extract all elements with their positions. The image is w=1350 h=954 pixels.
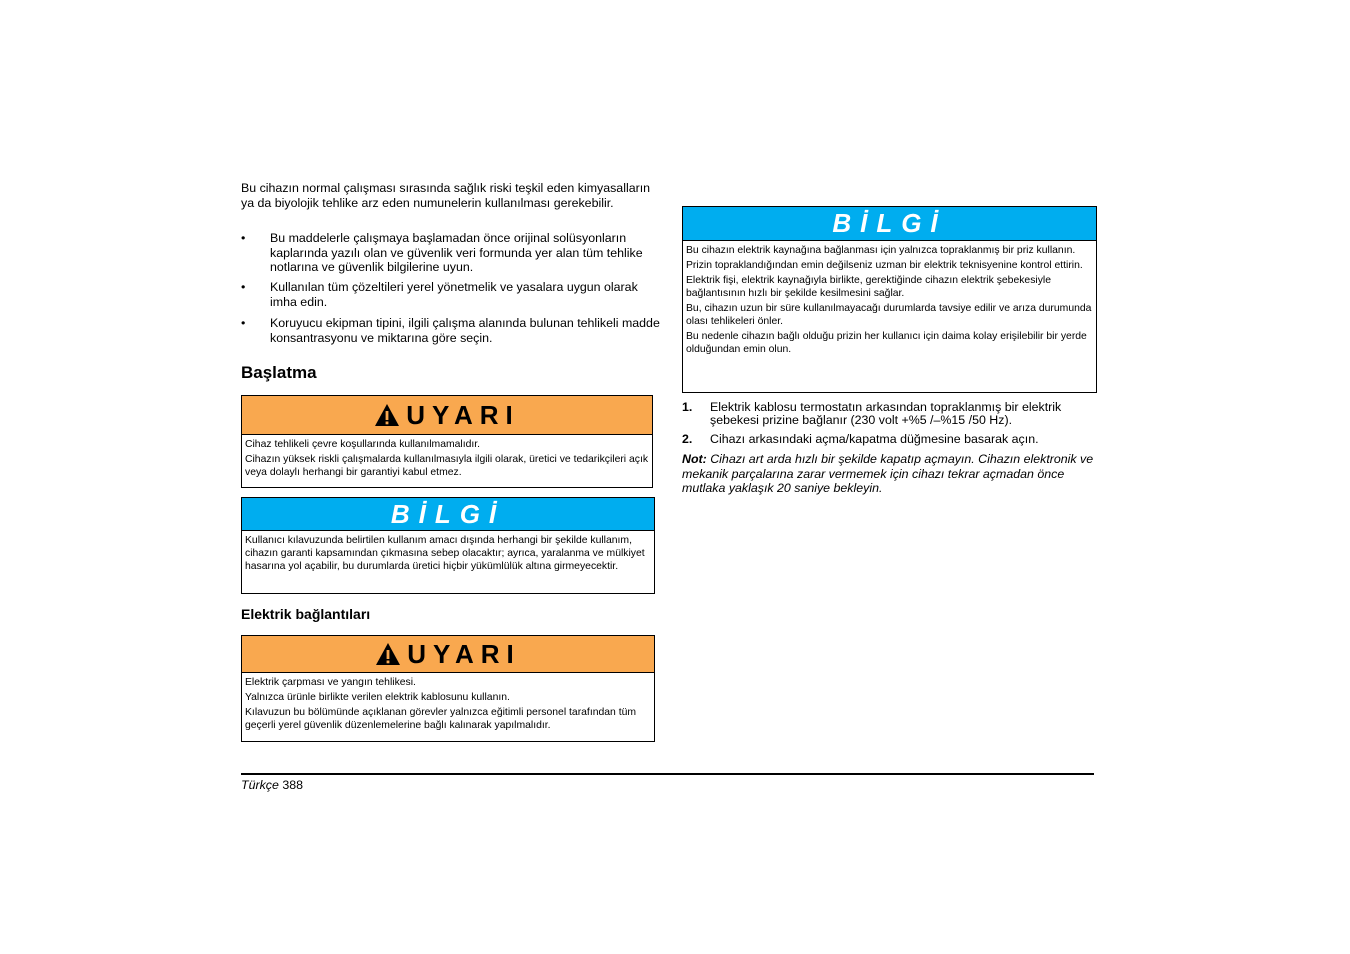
warning-body bbox=[242, 435, 652, 486]
bullet-marker: • bbox=[241, 316, 246, 330]
warning-line: Kılavuzun bu bölümünde açıklanan görevler yalnızca eğitimli personel tarafından tüm geçerli yerel güvenlik düzenlemelerine bağlı kalınarak yapılmalıdır. bbox=[245, 707, 637, 731]
info-line: Elektrik fişi, elektrik kaynağıyla birlikte, gerektiğinde cihazın elektrik şebekesiyle bağlantısının hızlı bir şekilde kesilmesini sağlar. bbox=[686, 275, 1051, 299]
info-body bbox=[242, 531, 654, 580]
section-title: Başlatma bbox=[241, 363, 317, 382]
warning-line: Cihaz tehlikeli çevre koşullarında kullanılmamalıdır. bbox=[245, 439, 481, 450]
warning-title: UYARI bbox=[407, 638, 521, 669]
footer-language: Türkçe bbox=[241, 778, 279, 792]
footer bbox=[241, 778, 303, 792]
warning-header bbox=[242, 636, 654, 673]
info-box bbox=[682, 206, 1097, 393]
step-number: 2. bbox=[682, 432, 693, 446]
info-box bbox=[241, 497, 655, 594]
info-title: BİLGİ bbox=[832, 208, 947, 238]
warning-box bbox=[241, 395, 653, 488]
warning-line: Yalnızca ürünle birlikte verilen elektrik kablosunu kullanın. bbox=[245, 692, 510, 703]
footer-rule bbox=[241, 773, 1094, 775]
warning-line: Elektrik çarpması ve yangın tehlikesi. bbox=[245, 677, 416, 688]
info-line: Prizin topraklandığından emin değilseniz uzman bir elektrik teknisyenine kontrol ettirin. bbox=[686, 260, 1083, 271]
step-number: 1. bbox=[682, 400, 693, 414]
bullet-marker: • bbox=[241, 280, 246, 294]
warning-line: Cihazın yüksek riskli çalışmalarda kullanılmasıyla ilgili olarak, üretici ve tedarikçileri açık veya dolaylı herhangi bir garantiyi kabul etmez. bbox=[245, 454, 649, 478]
note-label: Not: bbox=[682, 452, 707, 466]
bullet-text: Koruyucu ekipman tipini, ilgili çalışma alanında bulunan tehlikeli madde konsantrasyonu ve miktarına göre seçin. bbox=[270, 316, 660, 345]
bullet-text: Kullanılan tüm çözeltileri yerel yönetmelik ve yasalara uygun olarak imha edin. bbox=[270, 280, 638, 309]
info-line: Bu cihazın elektrik kaynağına bağlanması için yalnızca topraklanmış bir priz kullanın. bbox=[686, 245, 1076, 256]
info-title: BİLGİ bbox=[390, 498, 506, 529]
warning-triangle-icon bbox=[375, 641, 401, 667]
step-text: Elektrik kablosu termostatın arkasından topraklanmış bir elektrik şebekesi prizine bağlanır (230 volt +%5 /–%15 /50 Hz). bbox=[710, 400, 1062, 427]
info-body bbox=[683, 241, 1096, 363]
warning-triangle-icon bbox=[374, 402, 400, 428]
note bbox=[682, 452, 1096, 496]
warning-title: UYARI bbox=[406, 399, 520, 430]
note-text: Cihazı art arda hızlı bir şekilde kapatıp açmayın. Cihazın elektronik ve mekanik parçalarına zarar vermemek için cihazı tekrar açmadan önce mutlaka yaklaşık 20 saniye bekleyin. bbox=[682, 452, 1094, 496]
info-line: Kullanıcı kılavuzunda belirtilen kullanım amacı dışında herhangi bir şekilde kullanım, cihazın garanti kapsamından çıkmasına sebep olacaktır; ayrıca, yaralanma ve mülkiyet hasarına yol açabilir, bu durumlarda üretici hiçbir yükümlülük altına girmeyecektir. bbox=[245, 535, 645, 572]
subsection-title: Elektrik bağlantıları bbox=[241, 606, 371, 622]
warning-header bbox=[242, 396, 652, 435]
info-line: Bu, cihazın uzun bir süre kullanılmayacağı durumlarda tavsiye edilir ve arıza durumunda olası tehlikeleri önler. bbox=[686, 303, 1092, 327]
bullet-marker: • bbox=[241, 231, 246, 245]
info-header bbox=[683, 207, 1096, 241]
footer-page-number: 388 bbox=[282, 778, 304, 792]
bullet-text: Bu maddelerle çalışmaya başlamadan önce orijinal solüsyonların kaplarında yazılı olan ve güvenlik veri formunda yer alan tüm tehlike notlarına ve güvenlik bilgilerine uyun. bbox=[270, 231, 643, 275]
intro-paragraph: Bu cihazın normal çalışması sırasında sağlık riski teşkil eden kimyasalların ya da biyolojik tehlike arz eden numunelerin kullanılması gerekebilir. bbox=[241, 181, 651, 210]
info-line: Bu nedenle cihazın bağlı olduğu prizin her kullanıcı için daima kolay erişilebilir bir yerde olduğundan emin olun. bbox=[686, 331, 1087, 355]
info-header bbox=[242, 498, 654, 531]
step-text: Cihazı arkasındaki açma/kapatma düğmesine basarak açın. bbox=[710, 432, 1039, 446]
warning-body bbox=[242, 673, 654, 739]
warning-box bbox=[241, 635, 655, 742]
